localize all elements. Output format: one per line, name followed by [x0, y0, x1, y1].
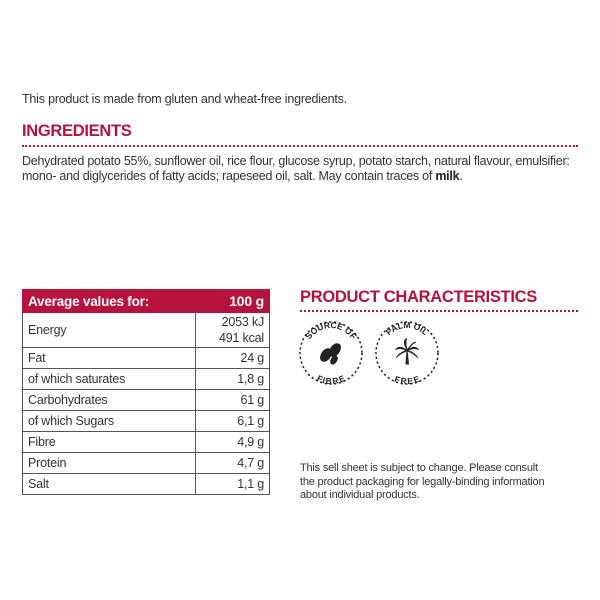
ingredients-heading: INGREDIENTS — [22, 122, 132, 140]
svg-text:PALM OIL — [384, 320, 431, 337]
table-row — [23, 369, 270, 390]
nutrient-value: 4,7 g — [196, 453, 270, 474]
palm-badge-top-text: PALM OIL — [383, 320, 431, 338]
product-characteristics-heading: PRODUCT CHARACTERISTICS — [300, 288, 537, 306]
palm-badge-bottom-text: FREE — [393, 374, 421, 386]
nutrient-value: 1,1 g — [196, 474, 270, 495]
fibre-badge-bottom-text: FIBRE — [315, 373, 347, 386]
nutrient-label: Fat — [23, 348, 196, 369]
nutrient-label: Fibre — [23, 432, 196, 453]
nutrient-value: 24 g — [196, 348, 270, 369]
table-row — [23, 411, 270, 432]
product-characteristics-divider — [300, 310, 578, 312]
fibre-badge-top-text: SOURCE OF — [303, 320, 359, 342]
nutrient-value — [196, 313, 270, 348]
table-row — [23, 313, 270, 348]
nutrition-header-row — [23, 290, 270, 313]
disclaimer-text: This sell sheet is subject to change. Please consult the product packaging for legally-binding information about individual products. — [300, 462, 545, 501]
ingredients-text — [22, 154, 582, 184]
source-of-fibre-icon — [298, 320, 364, 386]
energy-kcal: 491 kcal — [219, 331, 264, 345]
palm-oil-free-icon — [374, 320, 440, 386]
nutrient-value: 1,8 g — [196, 369, 270, 390]
svg-text:FIBRE — [315, 373, 346, 386]
nutrient-value: 61 g — [196, 390, 270, 411]
energy-kj: 2053 kJ — [221, 315, 264, 329]
ingredients-list: Dehydrated potato 55%, sunflower oil, rice flour, glucose syrup, potato starch, natural flavour, emulsifier: mono- and diglycerides of fatty acids; rapeseed oil, salt. May contain traces of — [22, 154, 570, 183]
table-row — [23, 390, 270, 411]
nutrient-value: 4,9 g — [196, 432, 270, 453]
nutrient-value: 6,1 g — [196, 411, 270, 432]
nutrition-header-label: Average values for: — [23, 290, 196, 313]
allergen-milk: milk — [435, 169, 460, 183]
table-row — [23, 432, 270, 453]
nutrition-header-value: 100 g — [196, 290, 270, 313]
table-row — [23, 453, 270, 474]
nutrient-label: Protein — [23, 453, 196, 474]
nutrient-label: Energy — [23, 313, 196, 348]
table-row — [23, 474, 270, 495]
nutrient-label: Carbohydrates — [23, 390, 196, 411]
nutrient-label: of which saturates — [23, 369, 196, 390]
table-row — [23, 348, 270, 369]
ingredients-end: . — [459, 169, 463, 183]
nutrient-label: Salt — [23, 474, 196, 495]
nutrient-label: of which Sugars — [23, 411, 196, 432]
svg-text:SOURCE OF — [303, 320, 358, 341]
nutrition-table — [22, 289, 270, 495]
ingredients-divider — [22, 145, 578, 147]
intro-text: This product is made from gluten and wheat-free ingredients. — [22, 92, 347, 106]
